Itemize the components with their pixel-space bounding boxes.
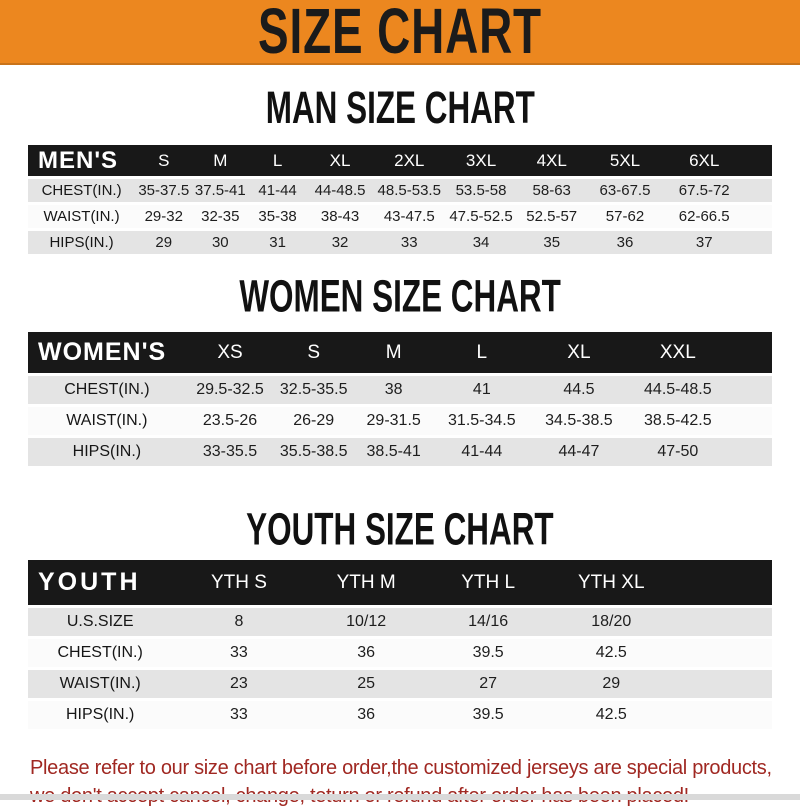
- row-label: WAIST(IN.): [28, 407, 186, 435]
- size-value-cell: 29.5-32.5: [186, 376, 275, 404]
- header-spacer-cell: [673, 560, 772, 605]
- youth-size-chart-section: [0, 469, 800, 732]
- size-chart-sections: [0, 65, 800, 732]
- size-column-header: 4XL: [517, 145, 587, 176]
- size-value-cell: 38: [353, 376, 434, 404]
- row-label: CHEST(IN.): [28, 179, 135, 202]
- size-value-cell: 47.5-52.5: [445, 205, 516, 228]
- size-value-cell: 57-62: [587, 205, 664, 228]
- banner-title: SIZE CHART: [258, 0, 542, 67]
- size-value-cell: 37: [663, 231, 745, 254]
- row-spacer-cell: [673, 639, 772, 667]
- table-header-row: [28, 560, 772, 605]
- size-value-cell: 42.5: [550, 701, 674, 729]
- size-value-cell: 63-67.5: [587, 179, 664, 202]
- size-value-cell: 33: [172, 701, 305, 729]
- size-value-cell: 37.5-41: [192, 179, 248, 202]
- size-value-cell: 35-38: [248, 205, 307, 228]
- size-value-cell: 14/16: [427, 608, 550, 636]
- size-value-cell: 44-48.5: [307, 179, 373, 202]
- size-value-cell: 38-43: [307, 205, 373, 228]
- table-header-row: [28, 145, 772, 176]
- size-value-cell: 32-35: [192, 205, 248, 228]
- size-column-header: M: [353, 332, 434, 373]
- size-value-cell: 53.5-58: [445, 179, 516, 202]
- size-value-cell: 29: [135, 231, 192, 254]
- size-value-cell: 23.5-26: [186, 407, 275, 435]
- size-value-cell: 52.5-57: [517, 205, 587, 228]
- row-spacer-cell: [745, 179, 772, 202]
- table-row: [28, 608, 772, 636]
- row-label: HIPS(IN.): [28, 231, 135, 254]
- youth-size-chart-heading: [0, 469, 800, 555]
- size-value-cell: 26-29: [274, 407, 353, 435]
- size-value-cell: 44.5: [529, 376, 628, 404]
- size-value-cell: 33-35.5: [186, 438, 275, 466]
- size-value-cell: 42.5: [550, 639, 674, 667]
- man-size-chart-heading-text: MAN SIZE CHART: [265, 82, 535, 133]
- size-value-cell: 25: [306, 670, 427, 698]
- table-title-cell: YOUTH: [28, 560, 172, 605]
- size-value-cell: 41-44: [434, 438, 529, 466]
- row-spacer-cell: [673, 670, 772, 698]
- man-size-chart-heading: [0, 65, 800, 133]
- row-spacer-cell: [745, 205, 772, 228]
- table-row: [28, 407, 772, 435]
- size-value-cell: 34: [445, 231, 516, 254]
- size-column-header: M: [192, 145, 248, 176]
- notice-line-1: Please refer to our size chart before order,the customized jerseys are special products,: [30, 757, 772, 779]
- size-column-header: YTH L: [427, 560, 550, 605]
- size-value-cell: 10/12: [306, 608, 427, 636]
- youth-size-chart-heading-text: YOUTH SIZE CHART: [246, 504, 554, 555]
- table-row: [28, 438, 772, 466]
- size-value-cell: 29-31.5: [353, 407, 434, 435]
- size-value-cell: 31: [248, 231, 307, 254]
- women-size-chart-heading: [0, 257, 800, 322]
- size-value-cell: 31.5-34.5: [434, 407, 529, 435]
- row-label: HIPS(IN.): [28, 701, 172, 729]
- size-value-cell: 41-44: [248, 179, 307, 202]
- size-table: [28, 142, 772, 257]
- size-column-header: 6XL: [663, 145, 745, 176]
- row-label: CHEST(IN.): [28, 639, 172, 667]
- row-spacer-cell: [727, 438, 772, 466]
- table-row: [28, 670, 772, 698]
- size-table: [28, 329, 772, 469]
- size-column-header: L: [434, 332, 529, 373]
- size-value-cell: 38.5-42.5: [628, 407, 727, 435]
- size-value-cell: 39.5: [427, 701, 550, 729]
- size-value-cell: 36: [306, 639, 427, 667]
- table-row: [28, 701, 772, 729]
- row-spacer-cell: [727, 376, 772, 404]
- size-column-header: YTH S: [172, 560, 305, 605]
- size-value-cell: 44-47: [529, 438, 628, 466]
- size-value-cell: 62-66.5: [663, 205, 745, 228]
- size-value-cell: 27: [427, 670, 550, 698]
- size-value-cell: 58-63: [517, 179, 587, 202]
- size-column-header: S: [274, 332, 353, 373]
- size-value-cell: 32.5-35.5: [274, 376, 353, 404]
- size-value-cell: 41: [434, 376, 529, 404]
- row-label: HIPS(IN.): [28, 438, 186, 466]
- size-column-header: YTH XL: [550, 560, 674, 605]
- size-value-cell: 48.5-53.5: [373, 179, 445, 202]
- size-value-cell: 34.5-38.5: [529, 407, 628, 435]
- size-value-cell: 39.5: [427, 639, 550, 667]
- youth-size-table: [0, 548, 800, 732]
- table-row: [28, 231, 772, 254]
- women-size-chart-section: [0, 257, 800, 469]
- banner: [0, 0, 800, 65]
- size-value-cell: 8: [172, 608, 305, 636]
- size-value-cell: 67.5-72: [663, 179, 745, 202]
- size-value-cell: 33: [373, 231, 445, 254]
- size-value-cell: 35: [517, 231, 587, 254]
- row-spacer-cell: [673, 701, 772, 729]
- size-value-cell: 44.5-48.5: [628, 376, 727, 404]
- header-spacer-cell: [745, 145, 772, 176]
- size-value-cell: 36: [306, 701, 427, 729]
- table-row: [28, 179, 772, 202]
- row-spacer-cell: [745, 231, 772, 254]
- size-column-header: XL: [529, 332, 628, 373]
- size-value-cell: 23: [172, 670, 305, 698]
- size-column-header: YTH M: [306, 560, 427, 605]
- size-column-header: 2XL: [373, 145, 445, 176]
- bottom-edge-strip: [0, 794, 800, 800]
- size-table: [28, 557, 772, 732]
- row-label: U.S.SIZE: [28, 608, 172, 636]
- size-value-cell: 32: [307, 231, 373, 254]
- size-column-header: XL: [307, 145, 373, 176]
- table-row: [28, 639, 772, 667]
- men-size-table: [0, 126, 800, 257]
- size-column-header: 3XL: [445, 145, 516, 176]
- row-label: WAIST(IN.): [28, 205, 135, 228]
- women-size-chart-heading-text: WOMEN SIZE CHART: [239, 271, 561, 322]
- size-column-header: L: [248, 145, 307, 176]
- size-column-header: S: [135, 145, 192, 176]
- size-value-cell: 29-32: [135, 205, 192, 228]
- table-title-cell: MEN'S: [28, 145, 135, 176]
- size-value-cell: 35.5-38.5: [274, 438, 353, 466]
- table-header-row: [28, 332, 772, 373]
- size-value-cell: 38.5-41: [353, 438, 434, 466]
- women-size-table: [0, 315, 800, 469]
- table-row: [28, 205, 772, 228]
- row-spacer-cell: [673, 608, 772, 636]
- size-value-cell: 30: [192, 231, 248, 254]
- size-column-header: XXL: [628, 332, 727, 373]
- row-spacer-cell: [727, 407, 772, 435]
- size-value-cell: 18/20: [550, 608, 674, 636]
- size-value-cell: 43-47.5: [373, 205, 445, 228]
- size-column-header: XS: [186, 332, 275, 373]
- table-title-cell: WOMEN'S: [28, 332, 186, 373]
- table-row: [28, 376, 772, 404]
- row-label: CHEST(IN.): [28, 376, 186, 404]
- row-label: WAIST(IN.): [28, 670, 172, 698]
- size-value-cell: 47-50: [628, 438, 727, 466]
- size-value-cell: 29: [550, 670, 674, 698]
- man-size-chart-section: [0, 65, 800, 257]
- size-value-cell: 35-37.5: [135, 179, 192, 202]
- size-value-cell: 36: [587, 231, 664, 254]
- size-column-header: 5XL: [587, 145, 664, 176]
- size-value-cell: 33: [172, 639, 305, 667]
- header-spacer-cell: [727, 332, 772, 373]
